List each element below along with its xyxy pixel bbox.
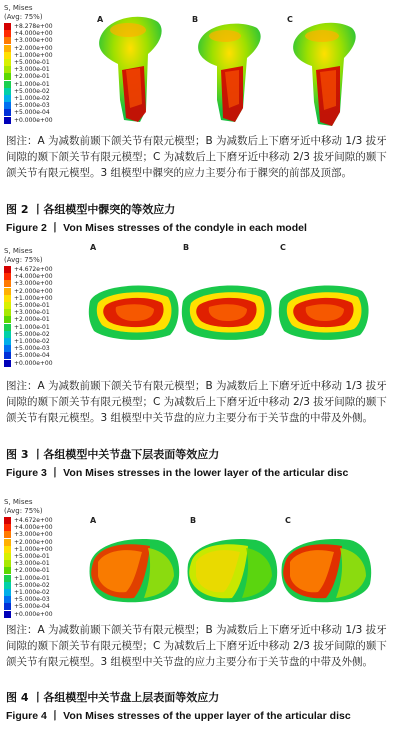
- legend-swatch: [4, 611, 11, 618]
- figure-caption-en: Figure 4 丨 Von Mises stresses of the upper layer of the articular disc: [6, 710, 351, 722]
- figure-caption-cn: 图 3 丨各组模型中关节盘下层表面等效应力: [6, 448, 220, 461]
- legend-swatch: [4, 575, 11, 582]
- legend-swatch: [4, 567, 11, 574]
- legend-row: [4, 589, 96, 596]
- legend-value: +5.000e-04: [14, 109, 50, 117]
- legend-row: [4, 359, 96, 366]
- legend-swatch: [4, 309, 11, 316]
- disc-lower-models: [88, 281, 398, 381]
- legend-swatch: [4, 582, 11, 589]
- legend-row: [4, 66, 96, 73]
- legend-row: [4, 531, 96, 538]
- legend-row: [4, 95, 96, 102]
- legend-swatch: [4, 331, 11, 338]
- legend-subtitle: (Avg: 75%): [4, 13, 43, 21]
- legend-row: [4, 116, 96, 123]
- panel-label-c: C: [280, 243, 286, 252]
- disc-model-c: [279, 286, 369, 340]
- legend-value: +2.000e-01: [14, 316, 50, 324]
- legend-swatch: [4, 345, 11, 352]
- panel-label-a: A: [90, 516, 97, 525]
- legend-value: +4.000e+00: [14, 273, 53, 281]
- legend-value: +5.000e-03: [14, 596, 50, 604]
- legend-row: [4, 324, 96, 331]
- legend-value: +8.278e+00: [14, 23, 53, 31]
- legend-rows: [4, 23, 96, 124]
- legend-row: [4, 309, 96, 316]
- legend-value: +5.000e-03: [14, 102, 50, 110]
- legend-value: +2.000e-01: [14, 567, 50, 575]
- legend-swatch: [4, 560, 11, 567]
- legend-value: +1.000e+00: [14, 294, 53, 302]
- legend-value: +5.000e-02: [14, 330, 50, 338]
- figure-3: [0, 243, 400, 489]
- disc-upper-model-b: [188, 539, 278, 602]
- figure-note: 图注：A 为减数前颞下颌关节有限元模型；B 为减数后上下磨牙近中移动 1/3 拔牙间隙的颞下颌关节有限元模型；C 为减数后上下磨牙近中移动 2/3 拔牙间隙的颞下颌关节有限元模型。3 组模型中髁突的应力主要分布于髁突的前部及顶部。: [6, 135, 387, 179]
- legend-row: [4, 30, 96, 37]
- legend-value: +5.000e-04: [14, 352, 50, 360]
- legend-value: +3.000e-01: [14, 309, 50, 317]
- legend-value: +4.672e+00: [14, 266, 53, 274]
- figure-caption-cn: 图 2 丨各组模型中髁突的等效应力: [6, 203, 176, 216]
- disc-upper-model-c: [282, 539, 372, 602]
- panel-label-c: C: [285, 516, 291, 525]
- legend-value: +5.000e-02: [14, 581, 50, 589]
- legend-rows: [4, 517, 96, 618]
- legend-value: +2.000e-01: [14, 73, 50, 81]
- legend-value: +0.000e+00: [14, 116, 53, 124]
- legend-swatch: [4, 66, 11, 73]
- legend-row: [4, 102, 96, 109]
- legend-rows: [4, 266, 96, 367]
- legend-swatch: [4, 531, 11, 538]
- panel-label-b: B: [183, 243, 190, 252]
- legend-swatch: [4, 109, 11, 116]
- legend-value: +2.000e+00: [14, 538, 53, 546]
- legend-value: +1.000e-02: [14, 588, 50, 596]
- legend-row: [4, 23, 96, 30]
- legend-row: [4, 546, 96, 553]
- legend-value: +4.672e+00: [14, 517, 53, 525]
- legend-value: +5.000e-03: [14, 345, 50, 353]
- condyle-model-a: [99, 17, 162, 122]
- legend-value: +5.000e-04: [14, 603, 50, 611]
- legend-swatch: [4, 288, 11, 295]
- stress-legend: [4, 247, 96, 367]
- legend-row: [4, 603, 96, 610]
- legend-row: [4, 109, 96, 116]
- panel-label-b: B: [190, 516, 197, 525]
- legend-row: [4, 280, 96, 287]
- legend-row: [4, 81, 96, 88]
- figure-4: [0, 494, 400, 732]
- disc-model-b: [182, 286, 272, 340]
- legend-swatch: [4, 524, 11, 531]
- legend-swatch: [4, 117, 11, 124]
- legend-row: [4, 517, 96, 524]
- legend-value: +1.000e-01: [14, 80, 50, 88]
- legend-value: +3.000e+00: [14, 37, 53, 45]
- legend-value: +5.000e-02: [14, 87, 50, 95]
- legend-swatch: [4, 30, 11, 37]
- disc-upper-model-a: [90, 539, 180, 602]
- legend-swatch: [4, 603, 11, 610]
- legend-row: [4, 295, 96, 302]
- legend-title: S, Mises: [4, 247, 33, 255]
- panel-label-a: A: [97, 15, 104, 24]
- legend-row: [4, 37, 96, 44]
- legend-row: [4, 45, 96, 52]
- legend-row: [4, 610, 96, 617]
- figure-note: 图注：A 为减数前颞下颌关节有限元模型；B 为减数后上下磨牙近中移动 1/3 拔牙间隙的颞下颌关节有限元模型；C 为减数后上下磨牙近中移动 2/3 拔牙间隙的颞下颌关节有限元模型。3 组模型中关节盘的应力主要分布于关节盘的中带及外侧。: [6, 624, 387, 668]
- legend-value: +1.000e-01: [14, 323, 50, 331]
- legend-row: [4, 567, 96, 574]
- legend-row: [4, 73, 96, 80]
- legend-value: +4.000e+00: [14, 30, 53, 38]
- legend-swatch: [4, 553, 11, 560]
- legend-row: [4, 539, 96, 546]
- panel-label-b: B: [192, 15, 199, 24]
- legend-row: [4, 59, 96, 66]
- panel-label-c: C: [287, 15, 293, 24]
- disc-upper-models: [88, 534, 398, 634]
- legend-swatch: [4, 280, 11, 287]
- legend-row: [4, 575, 96, 582]
- legend-swatch: [4, 302, 11, 309]
- legend-value: +3.000e-01: [14, 66, 50, 74]
- legend-swatch: [4, 273, 11, 280]
- legend-swatch: [4, 95, 11, 102]
- legend-row: [4, 316, 96, 323]
- legend-value: +1.000e-02: [14, 337, 50, 345]
- legend-swatch: [4, 596, 11, 603]
- legend-title: S, Mises: [4, 498, 33, 506]
- legend-row: [4, 52, 96, 59]
- legend-title: S, Mises: [4, 4, 33, 12]
- legend-swatch: [4, 338, 11, 345]
- figure-caption-en: Figure 2 丨 Von Mises stresses of the condyle in each model: [6, 222, 307, 234]
- legend-row: [4, 345, 96, 352]
- legend-row: [4, 273, 96, 280]
- legend-swatch: [4, 266, 11, 273]
- legend-row: [4, 288, 96, 295]
- legend-row: [4, 582, 96, 589]
- legend-swatch: [4, 73, 11, 80]
- legend-subtitle: (Avg: 75%): [4, 507, 43, 515]
- legend-value: +2.000e+00: [14, 287, 53, 295]
- legend-row: [4, 352, 96, 359]
- legend-swatch: [4, 517, 11, 524]
- legend-row: [4, 338, 96, 345]
- legend-swatch: [4, 295, 11, 302]
- condyle-model-b: [198, 24, 261, 122]
- legend-swatch: [4, 81, 11, 88]
- legend-swatch: [4, 539, 11, 546]
- legend-row: [4, 560, 96, 567]
- legend-swatch: [4, 360, 11, 367]
- legend-value: +2.000e+00: [14, 44, 53, 52]
- legend-value: +1.000e-01: [14, 574, 50, 582]
- legend-value: +1.000e+00: [14, 51, 53, 59]
- figure-caption-en: Figure 3 丨 Von Mises stresses in the lower layer of the articular disc: [6, 467, 349, 479]
- legend-swatch: [4, 352, 11, 359]
- legend-row: [4, 302, 96, 309]
- legend-swatch: [4, 59, 11, 66]
- legend-swatch: [4, 52, 11, 59]
- condyle-models: [88, 0, 398, 130]
- condyle-model-c: [293, 23, 356, 126]
- legend-value: +0.000e+00: [14, 610, 53, 618]
- legend-row: [4, 553, 96, 560]
- legend-value: +1.000e+00: [14, 545, 53, 553]
- stress-legend: [4, 4, 96, 124]
- legend-swatch: [4, 37, 11, 44]
- legend-swatch: [4, 45, 11, 52]
- legend-value: +5.000e-01: [14, 59, 50, 67]
- legend-value: +4.000e+00: [14, 524, 53, 532]
- legend-swatch: [4, 589, 11, 596]
- legend-value: +3.000e+00: [14, 280, 53, 288]
- panel-label-a: A: [90, 243, 97, 252]
- figure-note: 图注：A 为减数前颞下颌关节有限元模型；B 为减数后上下磨牙近中移动 1/3 拔牙间隙的颞下颌关节有限元模型；C 为减数后上下磨牙近中移动 2/3 拔牙间隙的颞下颌关节有限元模型。3 组模型中关节盘的应力主要分布于关节盘的中带及外侧。: [6, 380, 387, 424]
- disc-model-a: [89, 286, 179, 340]
- legend-row: [4, 266, 96, 273]
- figure-caption-cn: 图 4 丨各组模型中关节盘上层表面等效应力: [6, 691, 220, 704]
- legend-swatch: [4, 324, 11, 331]
- legend-value: +5.000e-01: [14, 302, 50, 310]
- legend-swatch: [4, 102, 11, 109]
- legend-swatch: [4, 546, 11, 553]
- legend-row: [4, 596, 96, 603]
- legend-row: [4, 331, 96, 338]
- legend-value: +0.000e+00: [14, 359, 53, 367]
- figure-2: [0, 0, 400, 238]
- legend-value: +1.000e-02: [14, 94, 50, 102]
- stress-legend: [4, 498, 96, 618]
- legend-swatch: [4, 316, 11, 323]
- legend-value: +3.000e-01: [14, 560, 50, 568]
- legend-swatch: [4, 88, 11, 95]
- legend-swatch: [4, 23, 11, 30]
- legend-row: [4, 88, 96, 95]
- legend-row: [4, 524, 96, 531]
- legend-subtitle: (Avg: 75%): [4, 256, 43, 264]
- legend-value: +5.000e-01: [14, 553, 50, 561]
- legend-value: +3.000e+00: [14, 531, 53, 539]
